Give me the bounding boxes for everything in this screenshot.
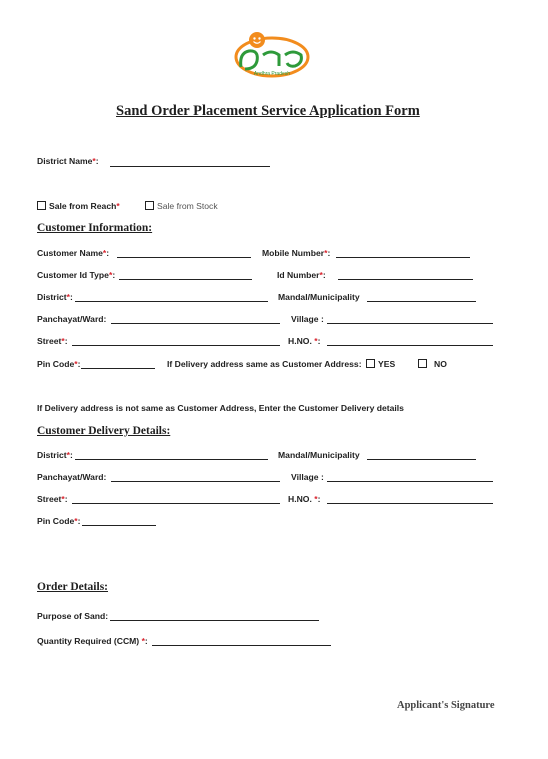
order-heading: Order Details:	[37, 581, 109, 593]
panchayat-field[interactable]	[111, 323, 280, 324]
mobile-number-field[interactable]	[336, 257, 470, 258]
hno-label: H.NO. *:	[288, 336, 321, 346]
sale-from-reach-checkbox[interactable]: Sale from Reach*	[37, 201, 120, 211]
district-name-field[interactable]	[110, 166, 270, 167]
delivery-hno-field[interactable]	[327, 503, 493, 504]
pin-code-label: Pin Code*:	[37, 359, 81, 369]
delivery-district-field[interactable]	[75, 459, 268, 460]
customer-name-label: Customer Name*:	[37, 248, 110, 258]
panchayat-label: Panchayat/Ward:	[37, 314, 107, 324]
delivery-hno-label: H.NO. *:	[288, 494, 321, 504]
checkbox-icon	[418, 359, 427, 368]
customer-name-field[interactable]	[117, 257, 251, 258]
checkbox-icon	[37, 201, 46, 210]
purpose-field[interactable]	[110, 620, 319, 621]
same-address-yes-checkbox[interactable]: YES	[366, 359, 395, 369]
hno-field[interactable]	[327, 345, 493, 346]
delivery-panchayat-field[interactable]	[111, 481, 280, 482]
mandal-label: Mandal/Municipality	[278, 292, 360, 302]
meeseva-logo	[233, 31, 312, 79]
delivery-pin-code-field[interactable]	[82, 525, 156, 526]
quantity-label: Quantity Required (CCM) *:	[37, 636, 148, 646]
delivery-note: If Delivery address is not same as Customer Address, Enter the Customer Delivery details	[37, 403, 404, 413]
delivery-village-field[interactable]	[327, 481, 493, 482]
sale-from-stock-checkbox[interactable]: Sale from Stock	[145, 201, 218, 211]
delivery-district-label: District*:	[37, 450, 73, 460]
street-label: Street*:	[37, 336, 68, 346]
quantity-field[interactable]	[152, 645, 331, 646]
customer-id-type-label: Customer Id Type*:	[37, 270, 116, 280]
checkbox-icon	[366, 359, 375, 368]
mobile-number-label: Mobile Number*:	[262, 248, 331, 258]
delivery-street-field[interactable]	[72, 503, 280, 504]
delivery-pin-code-label: Pin Code*:	[37, 516, 81, 526]
form-title: Sand Order Placement Service Application Form	[116, 103, 420, 119]
id-number-field[interactable]	[338, 279, 473, 280]
purpose-label: Purpose of Sand:	[37, 611, 109, 621]
id-number-label: Id Number*:	[277, 270, 326, 280]
applicant-signature-label: Applicant's Signature	[397, 700, 495, 711]
pin-code-field[interactable]	[81, 368, 155, 369]
customer-info-heading: Customer Information:	[37, 222, 153, 234]
meeseva-logo-icon	[233, 31, 312, 79]
same-address-no-checkbox[interactable]: NO	[418, 359, 447, 369]
delivery-mandal-field[interactable]	[367, 459, 476, 460]
district-field[interactable]	[75, 301, 268, 302]
mandal-field[interactable]	[367, 301, 476, 302]
district-name-label: District Name*:	[37, 156, 99, 166]
delivery-panchayat-label: Panchayat/Ward:	[37, 472, 107, 482]
checkbox-icon	[145, 201, 154, 210]
village-field[interactable]	[327, 323, 493, 324]
street-field[interactable]	[72, 345, 280, 346]
delivery-heading: Customer Delivery Details:	[37, 425, 171, 437]
svg-text:Andhra Pradesh: Andhra Pradesh	[253, 71, 291, 77]
same-address-question: If Delivery address same as Customer Address:	[167, 359, 362, 369]
delivery-street-label: Street*:	[37, 494, 68, 504]
district-label: District*:	[37, 292, 73, 302]
village-label: Village :	[291, 314, 324, 324]
delivery-village-label: Village :	[291, 472, 324, 482]
delivery-mandal-label: Mandal/Municipality	[278, 450, 360, 460]
customer-id-type-field[interactable]	[119, 279, 252, 280]
